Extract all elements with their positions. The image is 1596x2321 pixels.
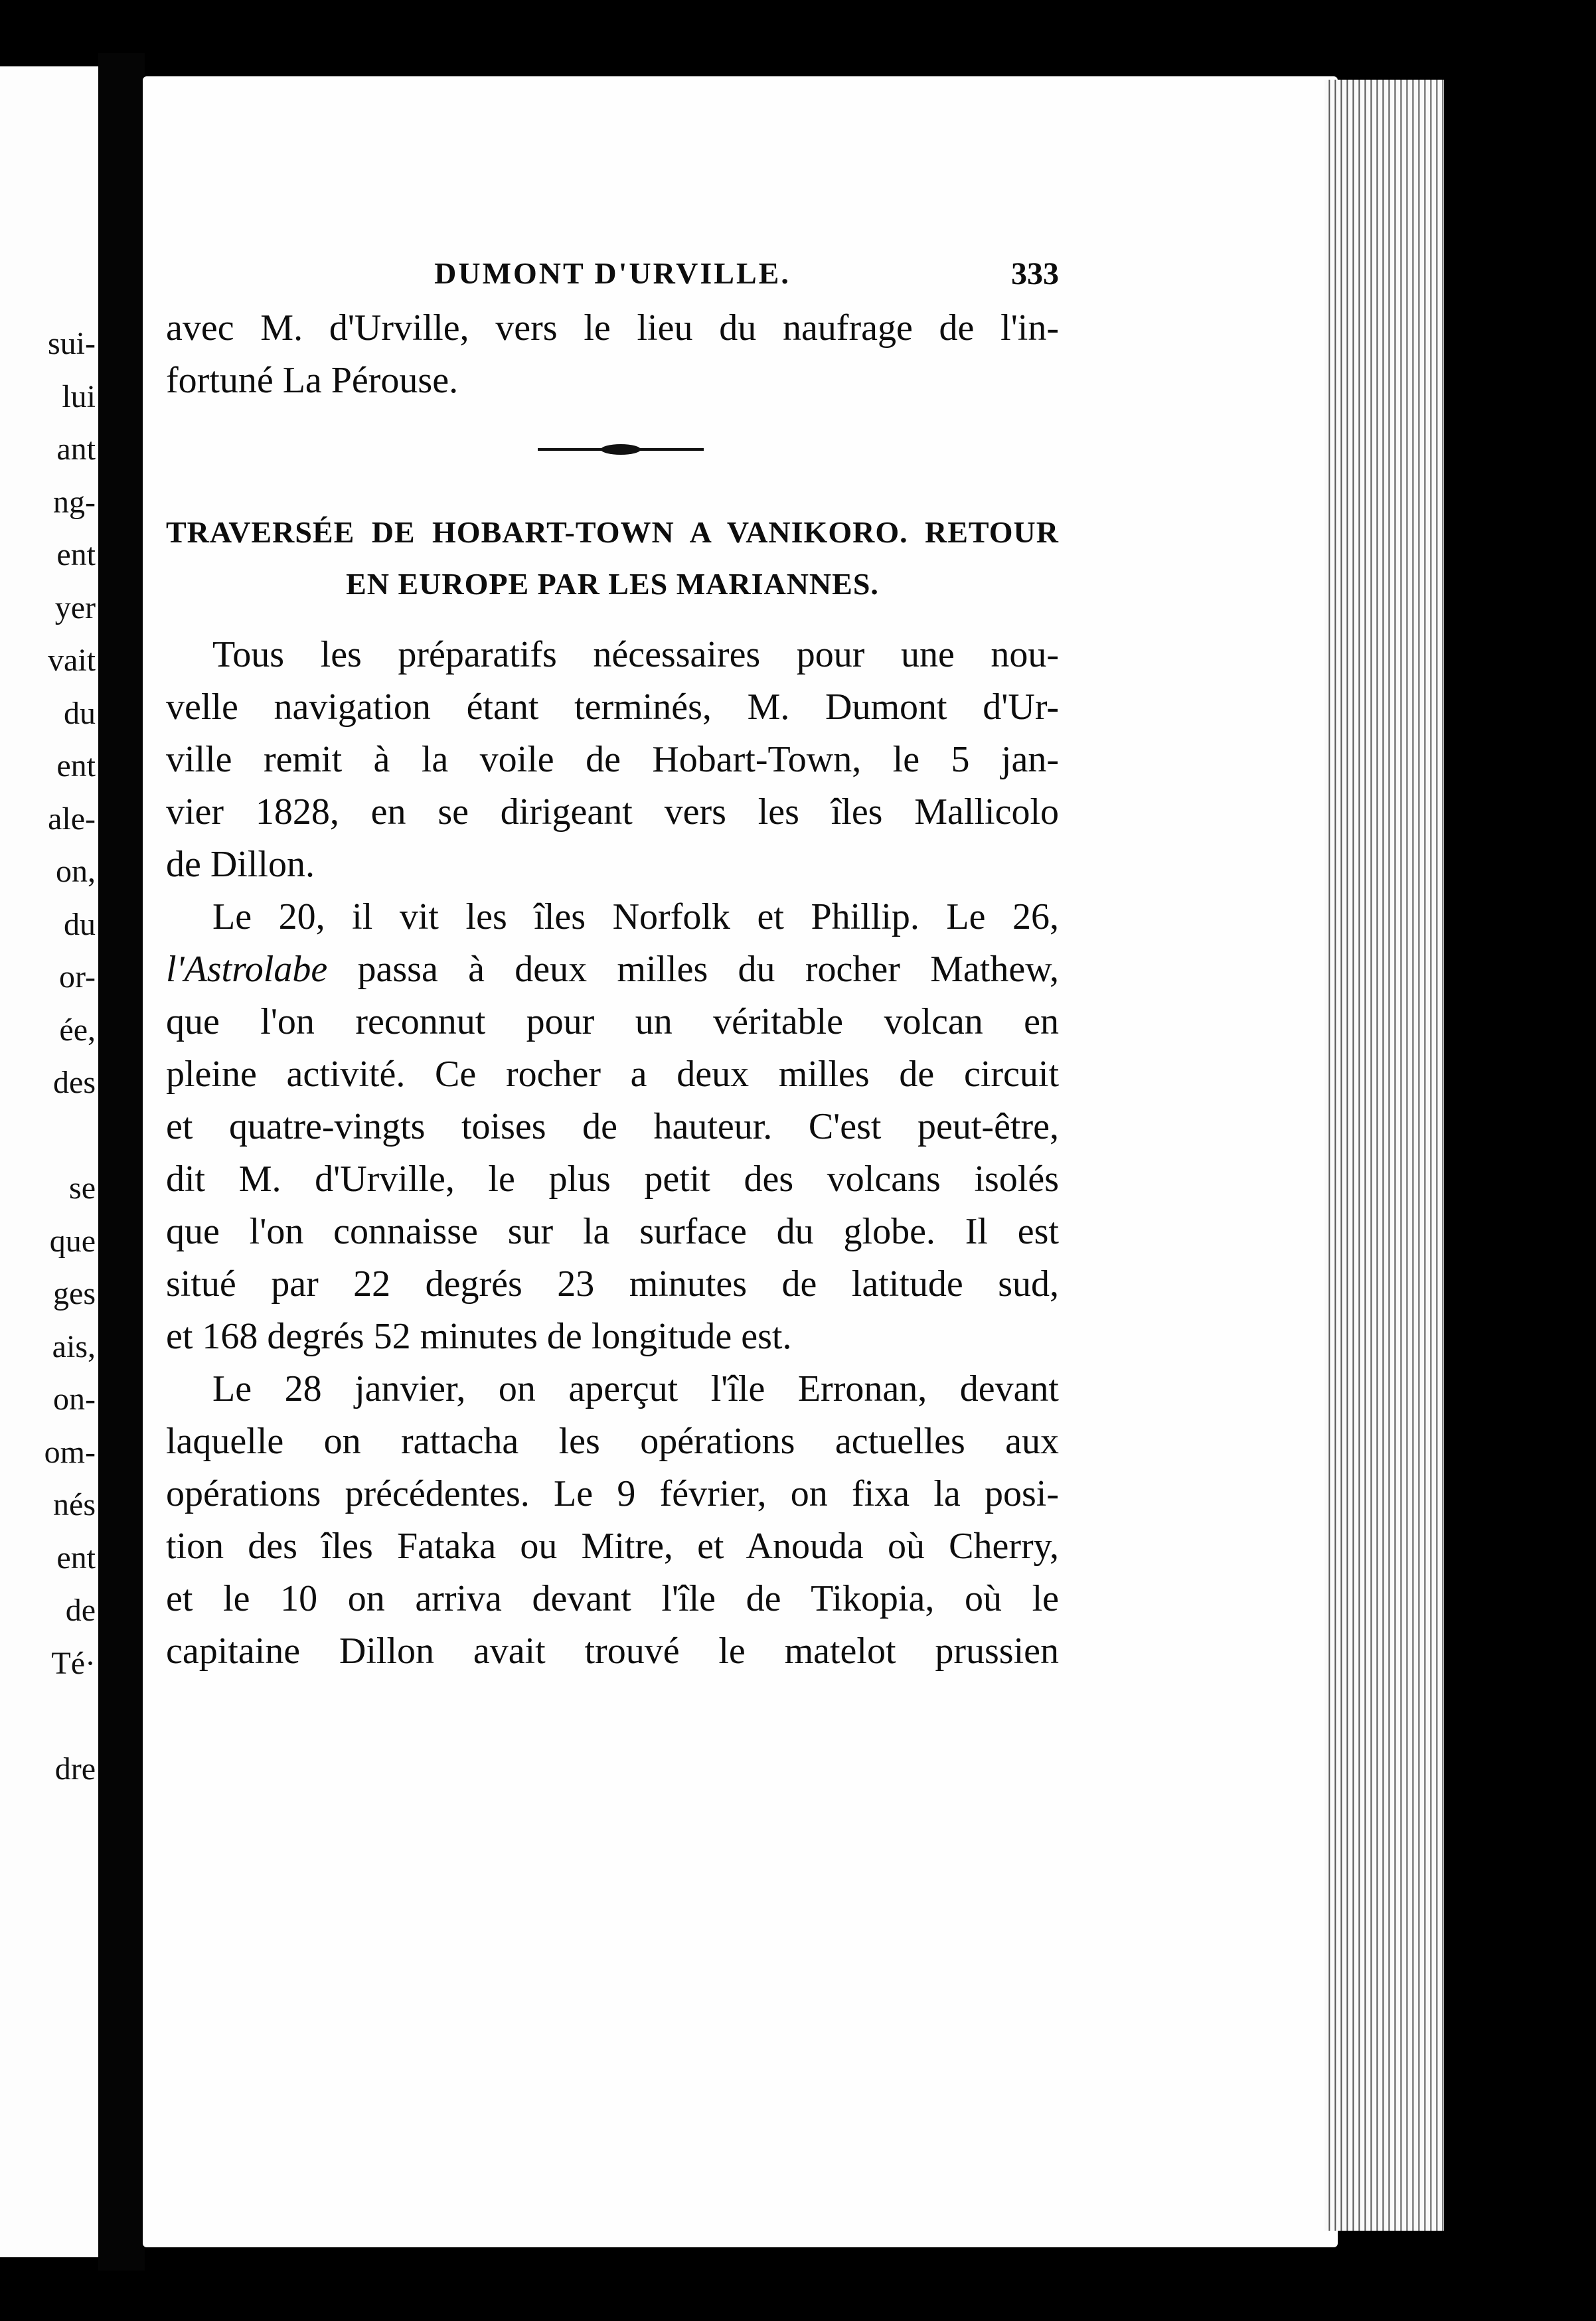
previous-page-text-fragment: des [53,1065,96,1100]
page-text-column [166,256,1059,1678]
previous-page-text-fragment: se [69,1170,96,1206]
section-heading-line-1: TRAVERSÉE DE HOBART-TOWN A VANIKORO. RETOUR [166,515,1059,549]
text-line: avec M. d'Urville, vers le lieu du naufrage de l'in- [166,307,1059,349]
text-line: laquelle on rattacha les opérations actuelles aux [166,1421,1059,1462]
running-title: DUMONT D'URVILLE. [434,256,791,290]
previous-page-text-fragment: ent [56,537,96,572]
text-line: situé par 22 degrés 23 minutes de latitude sud, [166,1263,1059,1305]
previous-page-text-fragment: du [64,906,96,942]
paragraph-3 [166,1363,1059,1678]
previous-page-text-fragment: ent [56,1540,96,1575]
previous-page-text-fragment: ant [56,432,96,467]
previous-page-text-fragment: sui- [48,326,96,361]
text-line: velle navigation étant terminés, M. Dumont d'Ur- [166,686,1059,728]
text-line: que l'on reconnut pour un véritable volcan en [166,1001,1059,1042]
text-line: pleine activité. Ce rocher a deux milles de circuit [166,1054,1059,1095]
ship-name: l'Astrolabe [166,949,328,990]
text-line: Le 28 janvier, on aperçut l'île Erronan, devant [212,1368,1059,1409]
previous-page-text-fragment: nés [53,1487,96,1522]
divider-rule [538,448,704,451]
text-line [166,943,1059,996]
previous-page-fragment [0,66,98,2257]
book-gutter [98,53,145,2271]
text-line: capitaine Dillon avait trouvé le matelot prussien [166,1631,1059,1672]
text-line: et le 10 on arriva devant l'île de Tikopia, où le [166,1578,1059,1619]
scan-background [1444,100,1596,2224]
previous-page-text-fragment: de [65,1593,96,1628]
section-heading [166,507,1059,610]
previous-page-text-fragment: Té· [51,1645,96,1681]
text-line: fortuné La Pérouse. [166,360,459,401]
previous-page-text-fragment: lui [62,378,96,414]
text-line: opérations précédentes. Le 9 février, on fixa la posi- [166,1473,1059,1514]
text-line: et 168 degrés 52 minutes de longitude est. [166,1316,792,1357]
text-line: Le 20, il vit les îles Norfolk et Phillip. Le 26, [212,896,1059,937]
previous-page-text-fragment: dre [54,1751,96,1787]
previous-page-text-fragment: or- [58,959,96,995]
section-heading-line-2: EN EUROPE PAR LES MARIANNES. [346,567,879,601]
previous-page-text-fragment: que [49,1223,96,1259]
text-line: de Dillon. [166,844,315,885]
previous-page-text-fragment: ée, [59,1012,96,1048]
previous-page-text-fragment: yer [54,590,96,625]
previous-page-text-fragment: on, [56,854,96,889]
text-line: Tous les préparatifs nécessaires pour une nou- [212,634,1059,675]
text-line: vier 1828, en se dirigeant vers les îles Mallicolo [166,791,1059,833]
previous-page-text-fragment: ale- [48,801,96,837]
ornamental-divider [166,407,1059,480]
running-head [166,256,1059,302]
text-line: dit M. d'Urville, le plus petit des volcans isolés [166,1159,1059,1200]
text-line: tion des îles Fataka ou Mitre, et Anouda où Cherry, [166,1526,1059,1567]
previous-page-text-fragment: ng- [53,484,96,520]
previous-page-text-fragment: om- [44,1434,96,1470]
paragraph-2 [166,891,1059,1363]
text-line: ville remit à la voile de Hobart-Town, le 5 jan- [166,739,1059,780]
text-line-rest: passa à deux milles du rocher Mathew, [327,949,1059,990]
previous-page-text-fragment: on- [53,1382,96,1417]
intro-block [166,302,1059,407]
previous-page-text-fragment: vait [48,643,96,678]
text-line: et quatre-vingts toises de hauteur. C'est peut-être, [166,1106,1059,1147]
page-number: 333 [1011,256,1059,291]
previous-page-text-fragment: ais, [52,1328,96,1364]
previous-page-text-fragment: du [64,695,96,731]
page-edges [1324,80,1444,2231]
previous-page-text-fragment: ges [53,1276,96,1311]
text-line: que l'on connaisse sur la surface du globe. Il est [166,1211,1059,1252]
previous-page-text-fragment: ent [56,748,96,783]
paragraph-1 [166,629,1059,891]
